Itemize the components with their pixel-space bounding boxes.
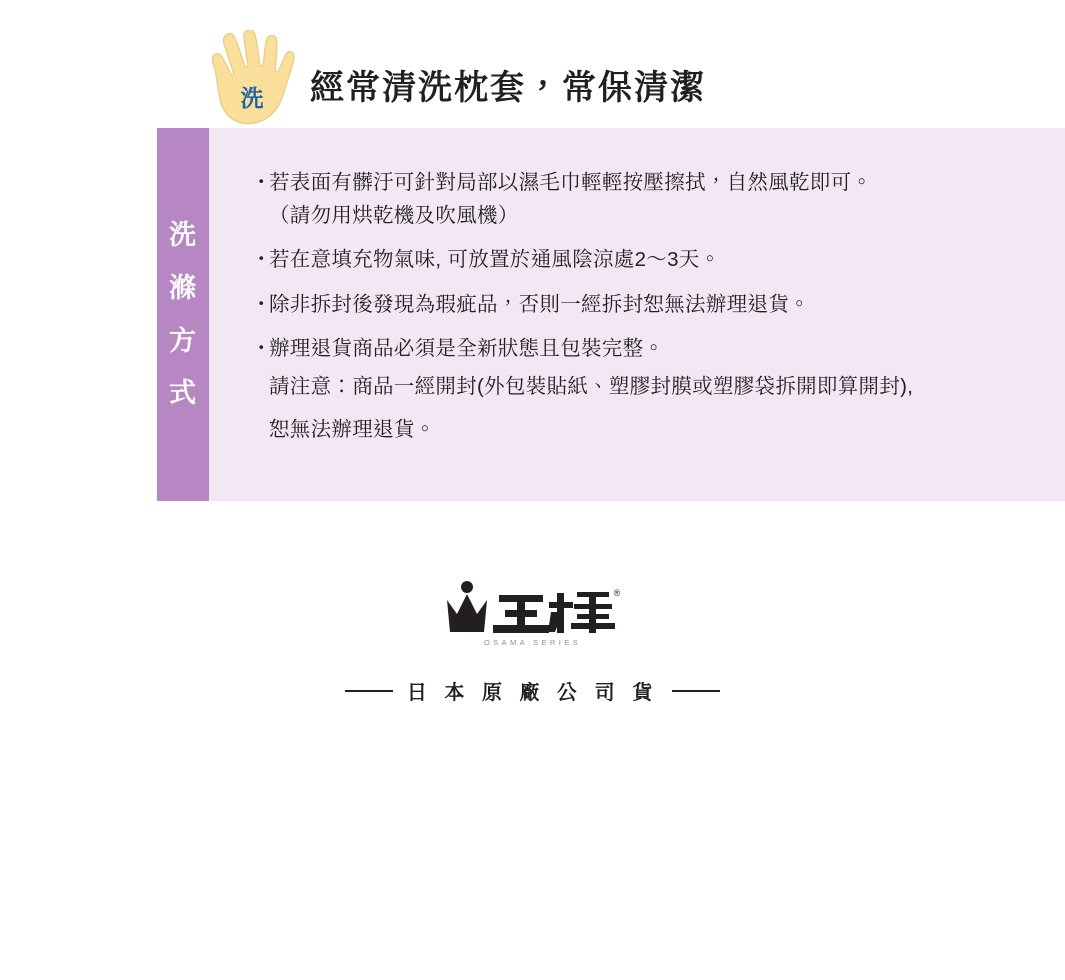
care-item-line: 辦理退貨商品必須是全新狀態且包裝完整。 <box>269 336 665 360</box>
logo-char-wang <box>493 595 549 633</box>
logo-subtitle: OSAMA SERIES <box>483 638 582 647</box>
brand-tagline: 日 本 原 廠 公 司 貨 <box>406 682 659 704</box>
care-panel-side-label <box>157 128 209 501</box>
care-item-line: （請勿用烘乾機及吹風機） <box>269 204 519 228</box>
care-item <box>251 288 1041 321</box>
bullet-dot: ・ <box>251 248 272 272</box>
care-item-line: 除非拆封後發現為瑕疵品，否則一經拆封恕無法辦理退貨。 <box>269 292 810 316</box>
brand-tagline-row <box>0 676 1065 705</box>
care-item-line: 若表面有髒汙可針對局部以濕毛巾輕輕按壓擦拭，自然風乾即可。 <box>269 171 873 194</box>
side-label-char-1: 洗 <box>169 220 197 251</box>
care-items-list <box>251 166 1041 462</box>
bullet-dot: ・ <box>251 292 272 316</box>
page-header <box>0 0 1065 128</box>
washing-hand-icon <box>200 30 304 132</box>
crown-dot-icon <box>461 581 473 593</box>
rule-left-divider <box>345 690 393 692</box>
care-item-line: 若在意填充物氣味, 可放置於通風陰涼處2〜3天。 <box>269 248 721 272</box>
bullet-dot: ・ <box>251 171 272 194</box>
page-title: 經常清洗枕套，常保清潔 <box>310 69 706 107</box>
hand-icon-character: 洗 <box>240 85 264 111</box>
care-item-line: 恕無法辦理退貨。 <box>269 418 436 442</box>
bullet-dot: ・ <box>251 336 272 360</box>
osama-crown-logo <box>443 580 623 656</box>
rule-right-divider <box>672 690 720 692</box>
logo-char-yang <box>548 592 615 633</box>
side-label-char-4: 式 <box>169 378 197 409</box>
care-item <box>251 243 1041 276</box>
side-label-char-3: 方 <box>169 325 197 356</box>
crown-icon <box>447 594 487 632</box>
care-item <box>251 332 1041 451</box>
side-label-char-2: 滌 <box>169 272 197 303</box>
care-item <box>251 166 1041 232</box>
care-instructions-panel <box>157 128 1065 501</box>
registered-mark: ® <box>613 588 620 598</box>
care-item-line: 請注意：商品一經開封(外包裝貼紙、塑膠封膜或塑膠袋拆開即算開封), <box>269 375 914 399</box>
brand-block <box>0 580 1065 705</box>
